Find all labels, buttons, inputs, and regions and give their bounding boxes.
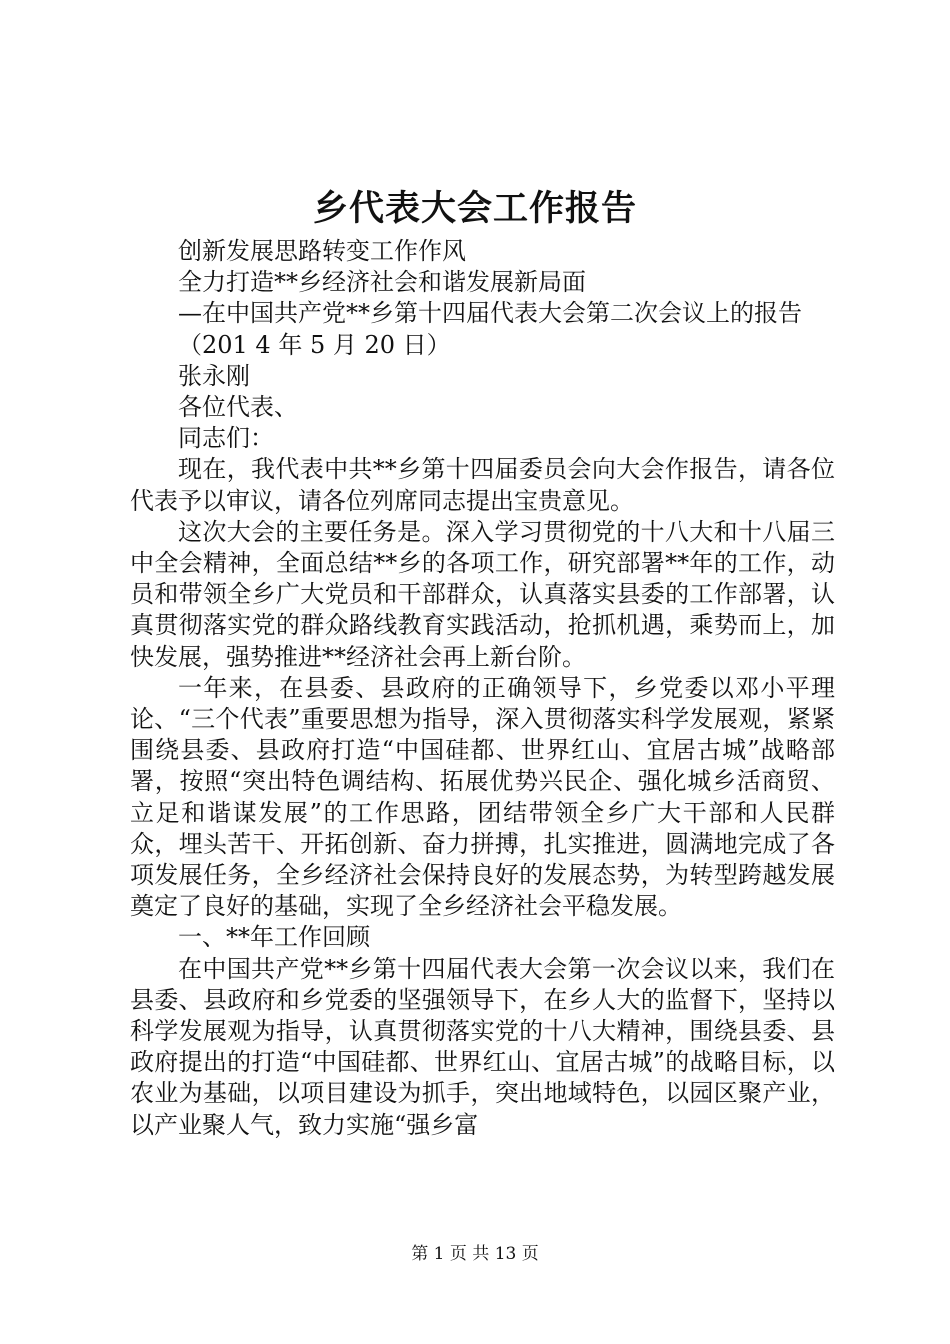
document-body — [130, 236, 835, 1141]
report-occasion: —在中国共产党**乡第十四届代表大会第二次会议上的报告 — [178, 299, 802, 328]
document-title: 乡代表大会工作报告 — [312, 188, 637, 229]
page-number: 第 1 页 共 13 页 — [411, 1244, 539, 1264]
subtitle-line: 全力打造**乡经济社会和谐发展新局面 — [178, 268, 586, 297]
salutation: 各位代表、 — [178, 393, 298, 422]
subtitle-line: 创新发展思路转变工作作风 — [178, 237, 466, 265]
report-date: （201 4 年 5 月 20 日） — [178, 330, 451, 359]
body-paragraph: 一年来，在县委、县政府的正确领导下，乡党委以邓小平理论、“三个代表”重要思想为指导，深入贯彻落实科学发展观，紧紧围绕县委、县政府打造“中国硅都、世界红山、宜居古城”战略部署，按照“突出特色调结构、拓展优势兴民企、强化城乡活商贸、立足和谐谋发展”的工作思路，团结带领全乡广大干部和人民群众，埋头苦干、开拓创新、奋力拼搏，扎实推进，圆满地完成了各项发展任务，全乡经济社会保持良好的发展态势，为转型跨越发展奠定了良好的基础，实现了全乡经济社会平稳发展。 — [130, 673, 835, 921]
salutation: 同志们： — [178, 424, 274, 453]
body-paragraph: 在中国共产党**乡第十四届代表大会第一次会议以来，我们在县委、县政府和乡党委的坚强领导下，在乡人大的监督下，坚持以科学发展观为指导，认真贯彻落实党的十八大精神，围绕县委、县政府提出的打造“中国硅都、世界红山、宜居古城”的战略目标，以农业为基础，以项目建设为抓手，突出地域特色，以园区聚产业，以产业聚人气，致力实施“强乡富 — [130, 954, 835, 1139]
body-paragraph: 现在，我代表中共**乡第十四届委员会向大会作报告，请各位代表予以审议，请各位列席同志提出宝贵意见。 — [130, 455, 835, 515]
section-heading: 一、**年工作回顾 — [178, 923, 370, 952]
author-name: 张永刚 — [178, 361, 250, 390]
body-paragraph: 这次大会的主要任务是。深入学习贯彻党的十八大和十八届三中全会精神，全面总结**乡的各项工作，研究部署**年的工作，动员和带领全乡广大党员和干部群众，认真落实县委的工作部署，认真贯彻落实党的群众路线教育实践活动，抢抓机遇，乘势而上，加快发展，强势推进**经济社会再上新台阶。 — [130, 517, 835, 671]
